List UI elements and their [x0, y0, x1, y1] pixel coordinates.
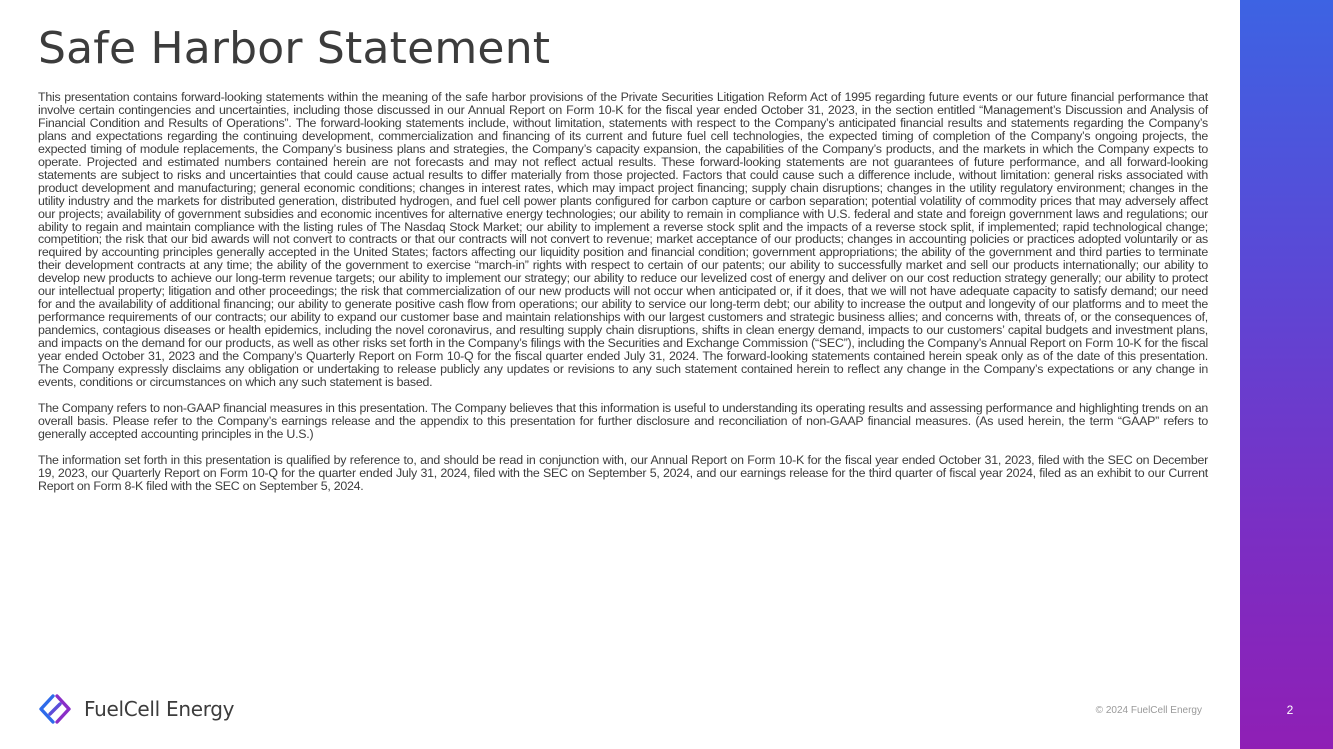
page-title: Safe Harbor Statement — [38, 23, 551, 74]
fuelcell-logo-icon — [38, 694, 72, 724]
company-logo — [38, 694, 234, 724]
page-number: 2 — [1286, 703, 1294, 717]
copyright-notice: © 2024 FuelCell Energy — [1095, 705, 1202, 716]
accent-side-bar — [1240, 0, 1333, 749]
logo-text: FuelCell Energy — [84, 697, 235, 721]
paragraph-forward-looking: This presentation contains forward-looking statements within the meaning of the safe harbor provisions of the Private Securities Litigation Reform Act of 1995 regarding future events or our future financial performance that involve certain contingencies and uncertainties, including those discussed in our Annual Report on Form 10-K for the fiscal year ended October 31, 2023, in the section entitled “Management’s Discussion and Analysis of Financial Condition and Results of Operations”. The forward-looking statements include, without limitation, statements with respect to the Company’s anticipated financial results and statements regarding the Company’s plans and expectations regarding the continuing development, commercialization and financing of its current and future fuel cell technologies, the expected timing of completion of the Company’s ongoing projects, the expected timing of module replacements, the Company’s business plans and strategies, the Company’s capacity expansion, the capabilities of the Company’s products, and the markets in which the Company expects to operate. Projected and estimated numbers contained herein are not forecasts and may not reflect actual results. These forward-looking statements are not guarantees of future performance, and all forward-looking statements are subject to risks and uncertainties that could cause actual results to differ materially from those projected. Factors that could cause such a difference include, without limitation: general risks associated with product development and manufacturing; general economic conditions; changes in interest rates, which may impact project financing; supply chain disruptions; changes in the utility regulatory environment; changes in the utility industry and the markets for distributed generation, distributed hydrogen, and fuel cell power plants configured for carbon capture or carbon separation; potential volatility of commodity prices that may adversely affect our projects; availability of government subsidies and economic incentives for alternative energy technologies; our ability to remain in compliance with U.S. federal and state and foreign government laws and regulations; our ability to regain and maintain compliance with the listing rules of The Nasdaq Stock Market; our ability to implement a reverse stock split and the impacts of a reverse stock split, if implemented; rapid technological change; competition; the risk that our bid awards will not convert to contracts or that our contracts will not convert to revenue; market acceptance of our products; changes in accounting policies or practices adopted voluntarily or as required by accounting principles generally accepted in the United States; factors affecting our liquidity position and financial condition; government appropriations; the ability of the government and third parties to terminate their development contracts at any time; the ability of the government to exercise “march-in” rights with respect to certain of our patents; our ability to successfully market and sell our products internationally; our ability to develop new products to achieve our long-term revenue targets; our ability to implement our strategy; our ability to reduce our levelized cost of energy and deliver on our cost reduction strategy generally; our ability to protect our intellectual property; litigation and other proceedings; the risk that commercialization of our new products will not occur when anticipated or, if it does, that we will not have adequate capacity to satisfy demand; our need for and the availability of additional financing; our ability to generate positive cash flow from operations; our ability to service our long-term debt; our ability to increase the output and longevity of our platforms and to meet the performance requirements of our contracts; our ability to expand our customer base and maintain relationships with our largest customers and strategic business allies; and concerns with, threats of, or the consequences of, pandemics, contagious diseases or health epidemics, including the novel coronavirus, and resulting supply chain disruptions, shifts in clean energy demand, impacts to our customers’ capital budgets and investment plans, and impacts on the demand for our products, as well as other risks set forth in the Company’s filings with the Securities and Exchange Commission (“SEC”), including the Company’s Annual Report on Form 10-K for the fiscal year ended October 31, 2023 and the Company’s Quarterly Report on Form 10-Q for the fiscal quarter ended July 31, 2024. The forward-looking statements contained herein speak only as of the date of this presentation. The Company expressly disclaims any obligation or undertaking to release publicly any updates or revisions to any such statement contained herein to reflect any change in the Company’s expectations or any change in events, conditions or circumstances on which any such statement is based. — [38, 90, 1208, 389]
disclaimer-body — [38, 91, 1208, 506]
paragraph-qualification: The information set forth in this presentation is qualified by reference to, and should be read in conjunction with, our Annual Report on Form 10-K for the fiscal year ended October 31, 2023, filed with the SEC on December 19, 2023, our Quarterly Report on Form 10-Q for the quarter ended July 31, 2024, filed with the SEC on September 5, 2024, and our earnings release for the third quarter of fiscal year 2024, filed as an exhibit to our Current Report on Form 8-K filed with the SEC on September 5, 2024. — [38, 452, 1208, 493]
paragraph-non-gaap: The Company refers to non-GAAP financial measures in this presentation. The Company believes that this information is useful to understanding its operating results and assessing performance and highlighting trends on an overall basis. Please refer to the Company’s earnings release and the appendix to this presentation for further disclosure and reconciliation of non-GAAP financial measures. (As used herein, the term “GAAP” refers to generally accepted accounting principles in the U.S.) — [38, 400, 1208, 441]
